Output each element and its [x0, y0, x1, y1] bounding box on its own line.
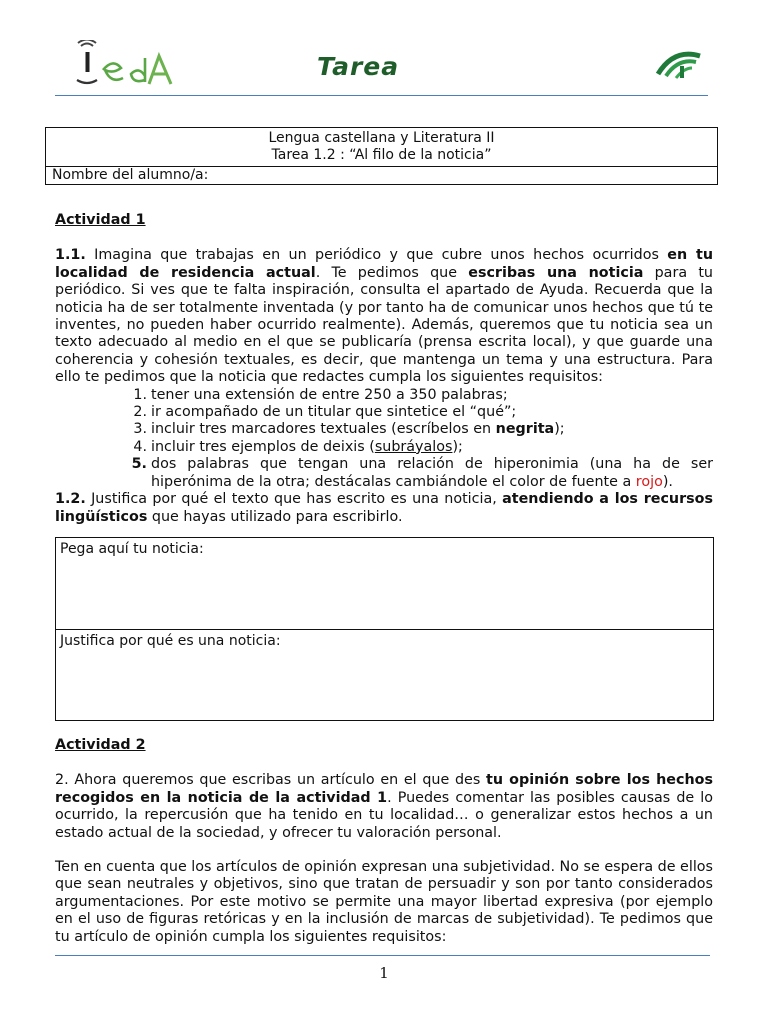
activity-2-heading: Actividad 2 [55, 737, 146, 753]
activity-1-1-text-3: para tu periódico. Si ves que te falta inspiración, consulta el apartado de Ayuda. Recuerda que la noticia ha de ser totalmente inventada (y por tanto ha de comunicar unos hechos que tú te inventes, no pueden haber ocurrido realmente). Además, queremos que tu noticia sea un texto adecuado al medio en el que se publicaría (prensa escrita local), y que guarde una coherencia y cohesión textuales, es decir, que mantenga un tema y una estructura. Para ello te pedimos que la noticia que redactes cumpla los siguientes requisitos: [55, 264, 713, 386]
list-item [55, 387, 713, 404]
list-item-number: 2. [133, 404, 147, 421]
list-item-text-part: ); [452, 438, 463, 455]
list-item-text-part: ). [662, 473, 673, 490]
list-item [55, 456, 713, 491]
activity-2-paragraph-1 [55, 772, 713, 842]
ieda-logo-mark [67, 40, 177, 88]
list-item-text [151, 456, 713, 491]
list-item-text: tener una extensión de entre 250 a 350 palabras; [151, 386, 508, 403]
student-name-field[interactable]: Nombre del alumno/a: [46, 166, 717, 184]
task-name: Tarea 1.2 : “Al filo de la noticia” [271, 147, 492, 163]
activity-1-1-number: 1.1. [55, 247, 86, 264]
list-item-text-part: incluir tres ejemplos de deixis ( [151, 438, 375, 455]
activity-1-section [55, 212, 713, 526]
ieda-logo [67, 40, 177, 88]
page-number: 1 [379, 964, 389, 982]
list-item-bold: negrita [495, 421, 555, 438]
list-item-red-word: rojo [635, 473, 663, 490]
list-item-text-part: ); [554, 421, 565, 438]
list-item-underlined: subráyalos [374, 438, 453, 455]
requirements-list [55, 387, 713, 491]
list-item-text: ir acompañado de un titular que sintetice el “qué”; [151, 404, 517, 421]
page-header [55, 38, 708, 96]
activity-1-2-paragraph [55, 491, 713, 526]
activity-1-1-bold-1: en tu localidad de residencia actual [55, 247, 714, 281]
info-subject-cell [46, 128, 717, 166]
activity-1-heading: Actividad 1 [55, 212, 146, 228]
junta-logo [654, 44, 704, 80]
info-table [45, 127, 718, 185]
list-item [55, 439, 713, 456]
activity-1-1-text-1: Imagina que trabajas en un periódico y que cubre unos hechos ocurridos [85, 247, 668, 264]
justify-news-field[interactable]: Justifica por qué es una noticia: [56, 629, 713, 720]
list-item-number: 3. [133, 421, 147, 438]
activity-2-text-2: . Puedes comentar las posibles causas de lo ocurrido, la repercusión que ha tenido en tu localidad… o generalizar estos hechos a un estado actual de la sociedad, y ofrecer tu valoración personal. [55, 789, 713, 841]
list-item-number: 4. [133, 438, 147, 455]
list-item-text-part: incluir tres marcadores textuales (escríbelos en [151, 421, 496, 438]
activity-2-text-1: 2. Ahora queremos que escribas un artículo en el que des [55, 772, 486, 789]
footer-divider [55, 955, 710, 956]
list-item-text-part: dos palabras que tengan una relación de hiperonimia (una ha de ser hiperónima de la otra; destácalas cambiándole el color de fuente a [151, 456, 713, 490]
activity-1-1-paragraph [55, 247, 713, 386]
subject-name: Lengua castellana y Literatura II [268, 130, 495, 146]
list-item-number: 5. [131, 456, 147, 473]
paste-news-field[interactable]: Pega aquí tu noticia: [60, 541, 204, 557]
header-divider [55, 95, 708, 96]
list-item-number: 1. [133, 386, 147, 403]
activity-1-1-bold-2: escribas una noticia [468, 264, 644, 281]
activity-1-2-text-2: que hayas utilizado para escribirlo. [147, 508, 403, 525]
activity-2-bold: tu opinión sobre los hechos recogidos en la noticia de la actividad 1 [55, 772, 713, 806]
activity-1-1-text-2: . Te pedimos que [315, 264, 469, 281]
list-item [55, 404, 713, 421]
activity-1-2-number: 1.2. [55, 491, 86, 508]
answer-box [55, 537, 714, 721]
list-item [55, 421, 713, 438]
list-item-text [151, 421, 713, 438]
document-title: Tarea [317, 52, 400, 81]
activity-2-paragraph-2: Ten en cuenta que los artículos de opinión expresan una subjetividad. No se espera de ellos que sean neutrales y objetivos, sino que tratan de persuadir y son por tanto considerados argumentaciones. Por este motivo se permite una mayor libertad expresiva (por ejemplo en el uso de figuras retóricas y en la inclusión de marcas de subjetividad). Te pedimos que tu artículo de opinión cumpla los siguientes requisitos: [55, 859, 713, 945]
junta-logo-mark [654, 44, 704, 80]
activity-1-2-text-1: Justifica por qué el texto que has escrito es una noticia, [85, 491, 503, 508]
activity-2-section [55, 737, 713, 946]
list-item-text [151, 439, 713, 456]
activity-1-2-bold: atendiendo a los recursos lingüísticos [55, 491, 713, 525]
